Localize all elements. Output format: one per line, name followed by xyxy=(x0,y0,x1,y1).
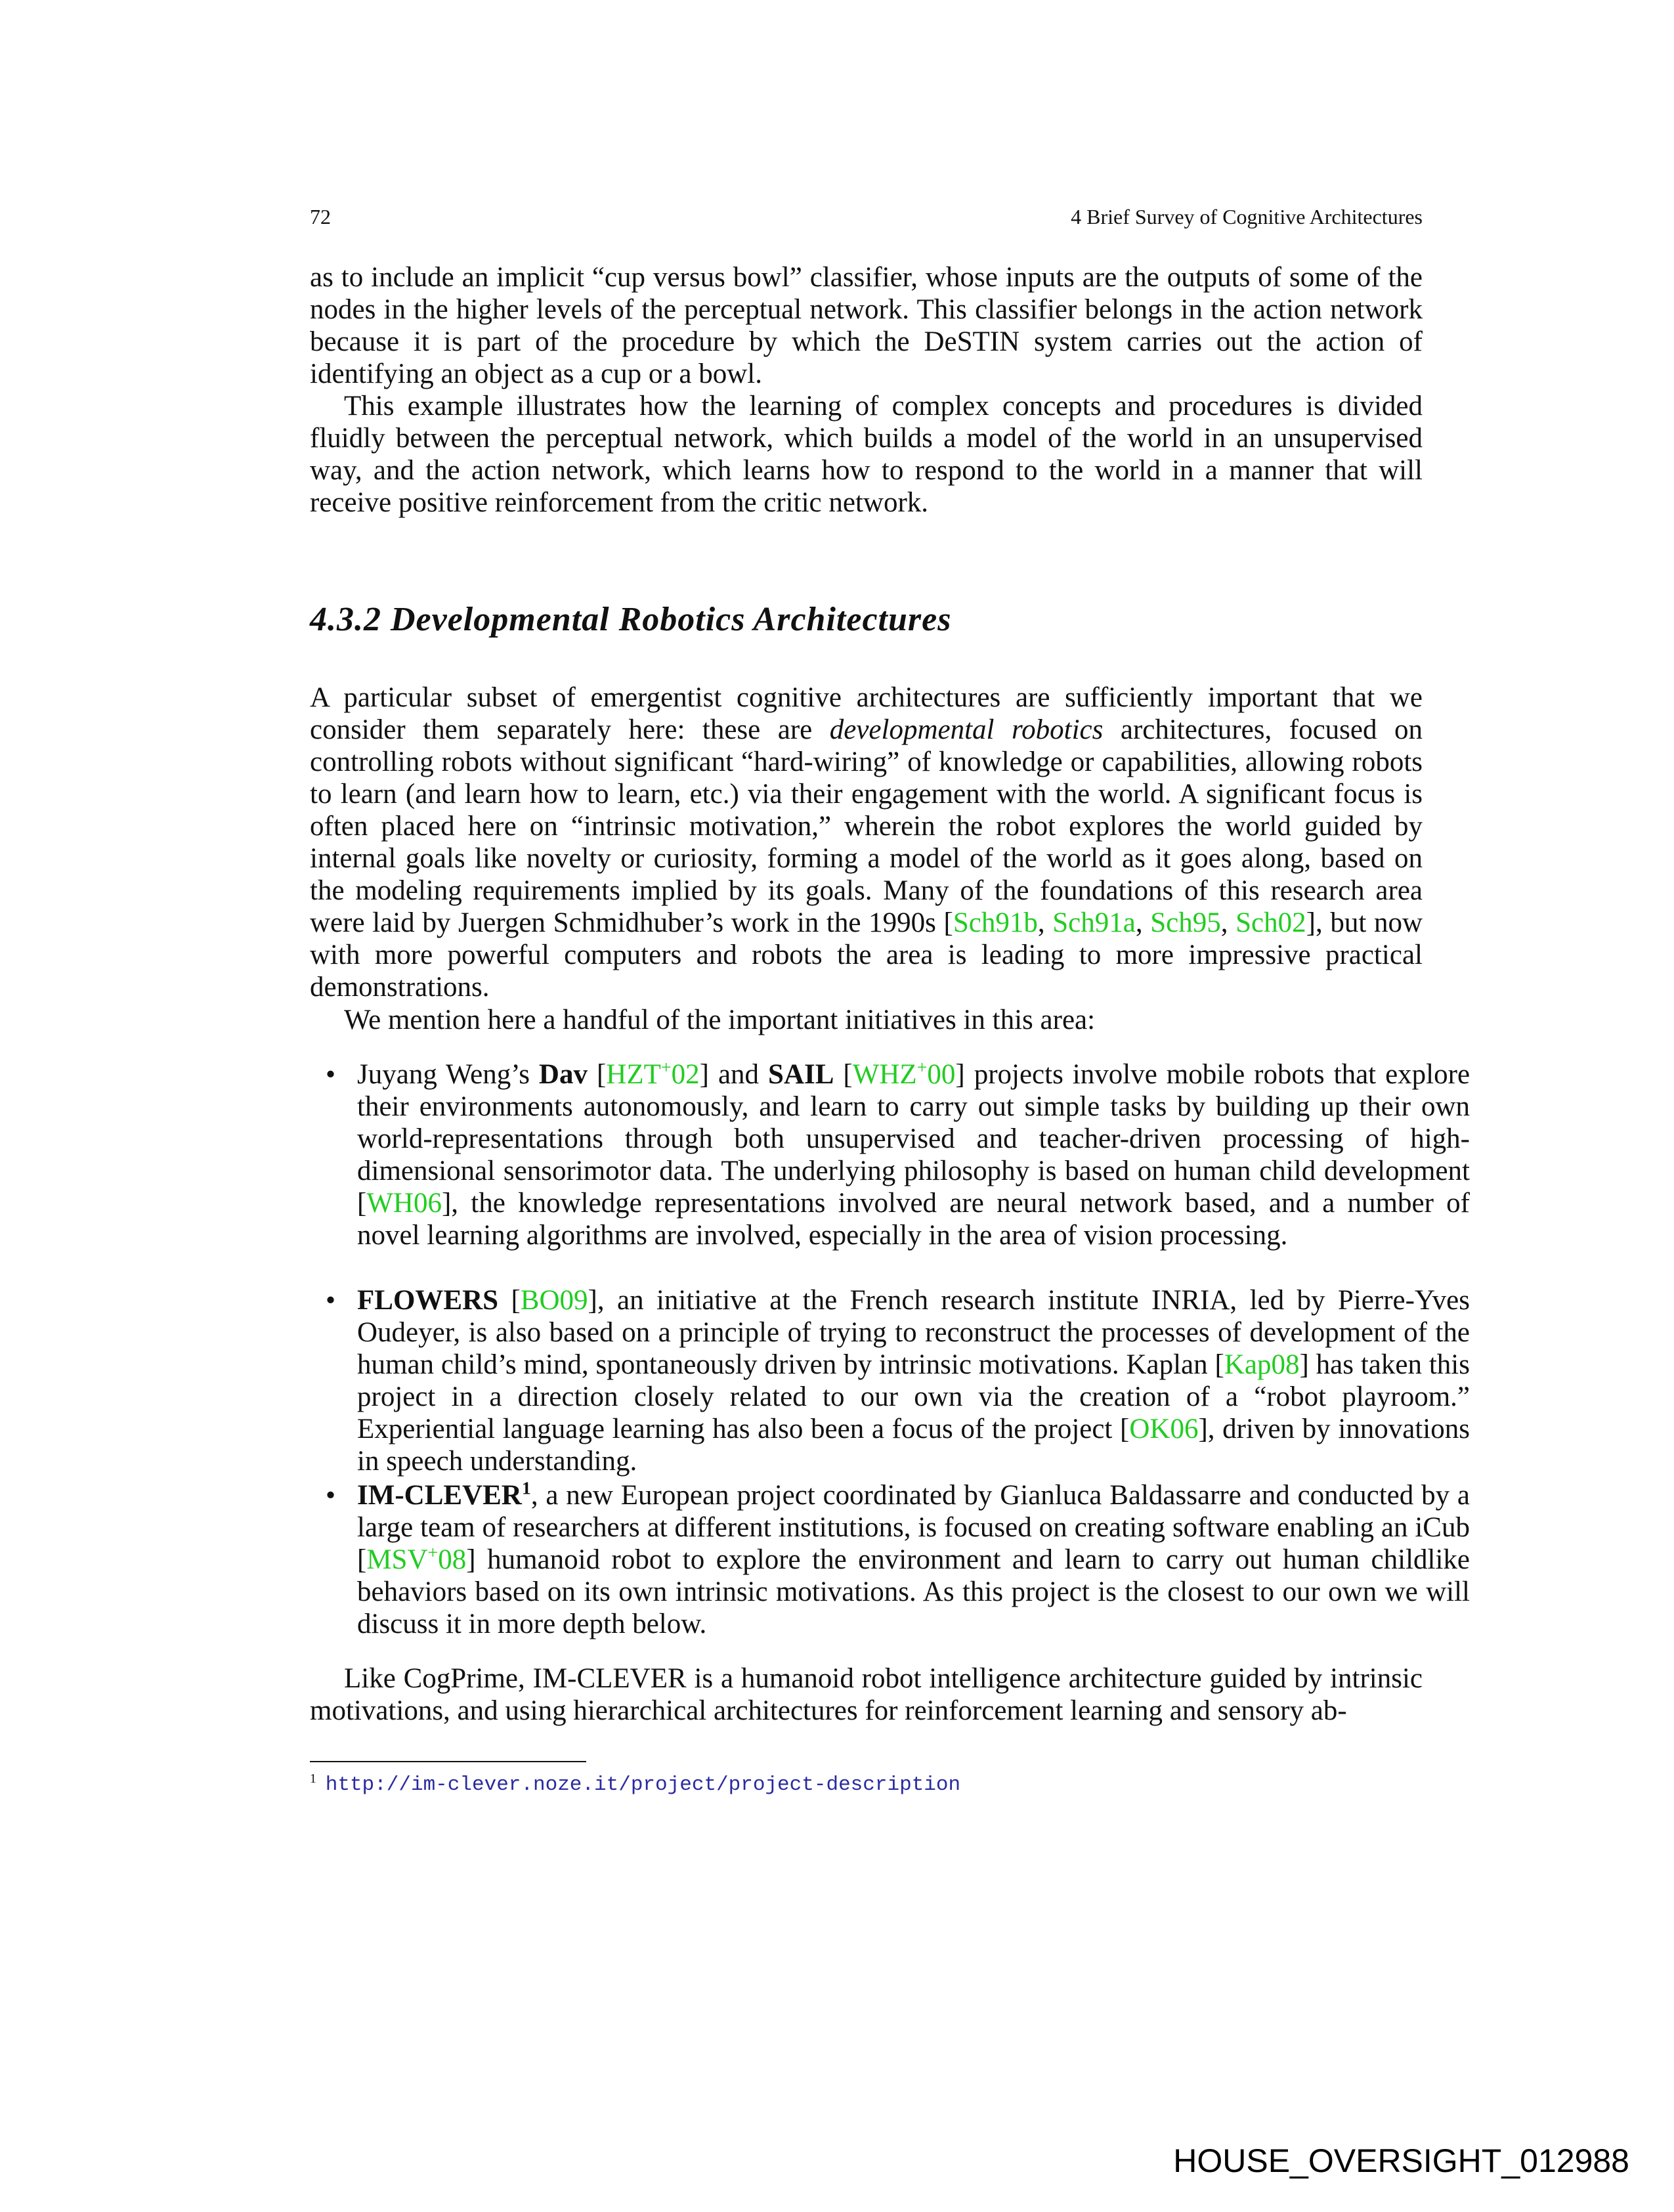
text-run: This example illustrates how the learning of complex concepts and procedures is divided fluidly between the perceptual network, which builds a model of the world in an unsupervised way, and the action network, which learns how to respond to the world in a manner that will receive positive reinforcement from the critic network. xyxy=(310,391,1423,518)
citation-link[interactable]: 02 xyxy=(671,1059,700,1090)
paragraph xyxy=(310,682,1423,1003)
text-run: as to include an implicit “cup versus bowl” classifier, whose inputs are the outputs of some of the nodes in the higher levels of the perceptual network. This classifier belongs in the action network because it is part of the procedure by which the DeSTIN system carries out the action of identifying an object as a cup or a bowl. xyxy=(310,262,1423,389)
emphasis-text: developmental robotics xyxy=(829,714,1104,745)
text-run: architectures, focused on controlling robots without significant “hard-wiring” of knowledge or capabilities, allowing robots to learn (and learn how to learn, etc.) via their engagement with the world. A significant focus is often placed here on “intrinsic motivation,” wherein the robot explores the world guided by internal goals like novelty or curiosity, forming a model of the world as it goes along, based on the modeling requirements implied by its goals. Many of the foundations of this research area were laid by Juergen Schmidhuber’s work in the 1990s [ xyxy=(310,714,1423,938)
paragraph xyxy=(310,261,1423,390)
footnote-rule xyxy=(310,1761,586,1762)
bates-stamp: HOUSE_OVERSIGHT_012988 xyxy=(1173,2142,1629,2179)
text-run: Juyang Weng’s xyxy=(357,1059,539,1090)
text-run: ] and xyxy=(699,1059,769,1090)
citation-link[interactable]: MSV xyxy=(366,1544,428,1575)
text-run: ], but now with more powerful computers and robots the area is leading to more impressive practical demonstrations. xyxy=(310,907,1423,1003)
text-run: , a new European project coordinated by Gianluca Baldassarre and conducted by a large team of researchers at different institutions, is focused on creating software enabling an iCub [ xyxy=(357,1480,1470,1575)
text-run: Like CogPrime, IM-CLEVER is a humanoid robot intelligence architecture guided by intrinsic motivations, and using hierarchical architectures for reinforcement learning and sensory ab- xyxy=(310,1663,1423,1726)
text-run: [ xyxy=(834,1059,853,1090)
list-item xyxy=(310,1479,1470,1640)
bullet-icon: • xyxy=(326,1059,336,1090)
list-item-text xyxy=(357,1285,1470,1477)
citation-link[interactable]: OK06 xyxy=(1129,1414,1199,1444)
text-run: , xyxy=(1037,907,1053,938)
text-run: [ xyxy=(498,1285,521,1316)
bullet-icon: • xyxy=(326,1480,336,1511)
citation-link[interactable]: Sch91a xyxy=(1052,907,1136,938)
section-heading: 4.3.2 Developmental Robotics Architectures xyxy=(310,601,952,638)
citation-link[interactable]: WHZ xyxy=(852,1059,917,1090)
footnote-reference[interactable]: 1 xyxy=(521,1478,531,1499)
citation-link[interactable]: Sch02 xyxy=(1235,907,1306,938)
text-run: ] humanoid robot to explore the environment and learn to carry out human childlike behaviors based on its own intrinsic motivations. As this project is the closest to our own we will discuss it in more depth below. xyxy=(357,1544,1470,1639)
citation-link[interactable]: + xyxy=(427,1542,439,1563)
paragraph xyxy=(310,1662,1423,1727)
text-run: [ xyxy=(587,1059,607,1090)
page-number: 72 xyxy=(310,205,331,228)
footnote-url-link[interactable]: http://im-clever.noze.it/project/project-description xyxy=(325,1773,961,1796)
citation-link[interactable]: + xyxy=(660,1057,672,1078)
project-name: SAIL xyxy=(768,1059,834,1090)
project-name: Dav xyxy=(538,1059,588,1090)
citation-link[interactable]: 08 xyxy=(438,1544,467,1575)
text-run: ], the knowledge representations involved are neural network based, and a number of novel learning algorithms are involved, especially in the area of vision processing. xyxy=(357,1188,1470,1251)
citation-link[interactable]: Kap08 xyxy=(1224,1349,1300,1380)
citation-link[interactable]: Sch91b xyxy=(953,907,1038,938)
paragraph xyxy=(310,1004,1423,1036)
citation-link[interactable]: WH06 xyxy=(366,1188,442,1219)
bullet-icon: • xyxy=(326,1285,336,1316)
list-item xyxy=(310,1058,1470,1251)
citation-link[interactable]: HZT xyxy=(606,1059,661,1090)
project-name: FLOWERS xyxy=(357,1285,499,1316)
text-run: A particular subset of emergentist cognitive architectures are sufficiently important that we consider them separately here: these are xyxy=(310,682,1423,745)
citation-link[interactable]: Sch95 xyxy=(1150,907,1221,938)
footnote xyxy=(310,1773,960,1796)
list-item-text xyxy=(357,1059,1470,1251)
citation-link[interactable]: 00 xyxy=(927,1059,956,1090)
text-run: We mention here a handful of the important initiatives in this area: xyxy=(344,1005,1096,1035)
text-run: , xyxy=(1220,907,1236,938)
project-name: IM-CLEVER xyxy=(357,1480,522,1511)
text-run: ] projects involve mobile robots that explore their environments autonomously, and learn to carry out simple tasks by building up their own world-representations through both unsupervised and teacher-driven processing of high-dimensional sensorimotor data. The underlying philosophy is based on human child development [ xyxy=(357,1059,1470,1219)
text-run: ], driven by innovations in speech understanding. xyxy=(357,1414,1470,1477)
citation-link[interactable]: + xyxy=(916,1057,928,1078)
text-run: ], an initiative at the French research institute INRIA, led by Pierre-Yves Oudeyer, is also based on a principle of trying to reconstruct the processes of development of the human child’s mind, spontaneously driven by intrinsic motivations. Kaplan [ xyxy=(357,1285,1470,1380)
list-item xyxy=(310,1284,1470,1477)
citation-link[interactable]: BO09 xyxy=(520,1285,588,1316)
text-run: , xyxy=(1135,907,1151,938)
chapter-title: 4 Brief Survey of Cognitive Architectures xyxy=(1071,205,1423,228)
running-header xyxy=(310,205,1423,229)
footnote-marker: 1 xyxy=(310,1772,316,1786)
text-run: ] has taken this project in a direction closely related to our own via the creation of a “robot playroom.” Experiential language learning has also been a focus of the project [ xyxy=(357,1349,1470,1444)
paragraph xyxy=(310,390,1423,519)
list-item-text xyxy=(357,1480,1470,1639)
